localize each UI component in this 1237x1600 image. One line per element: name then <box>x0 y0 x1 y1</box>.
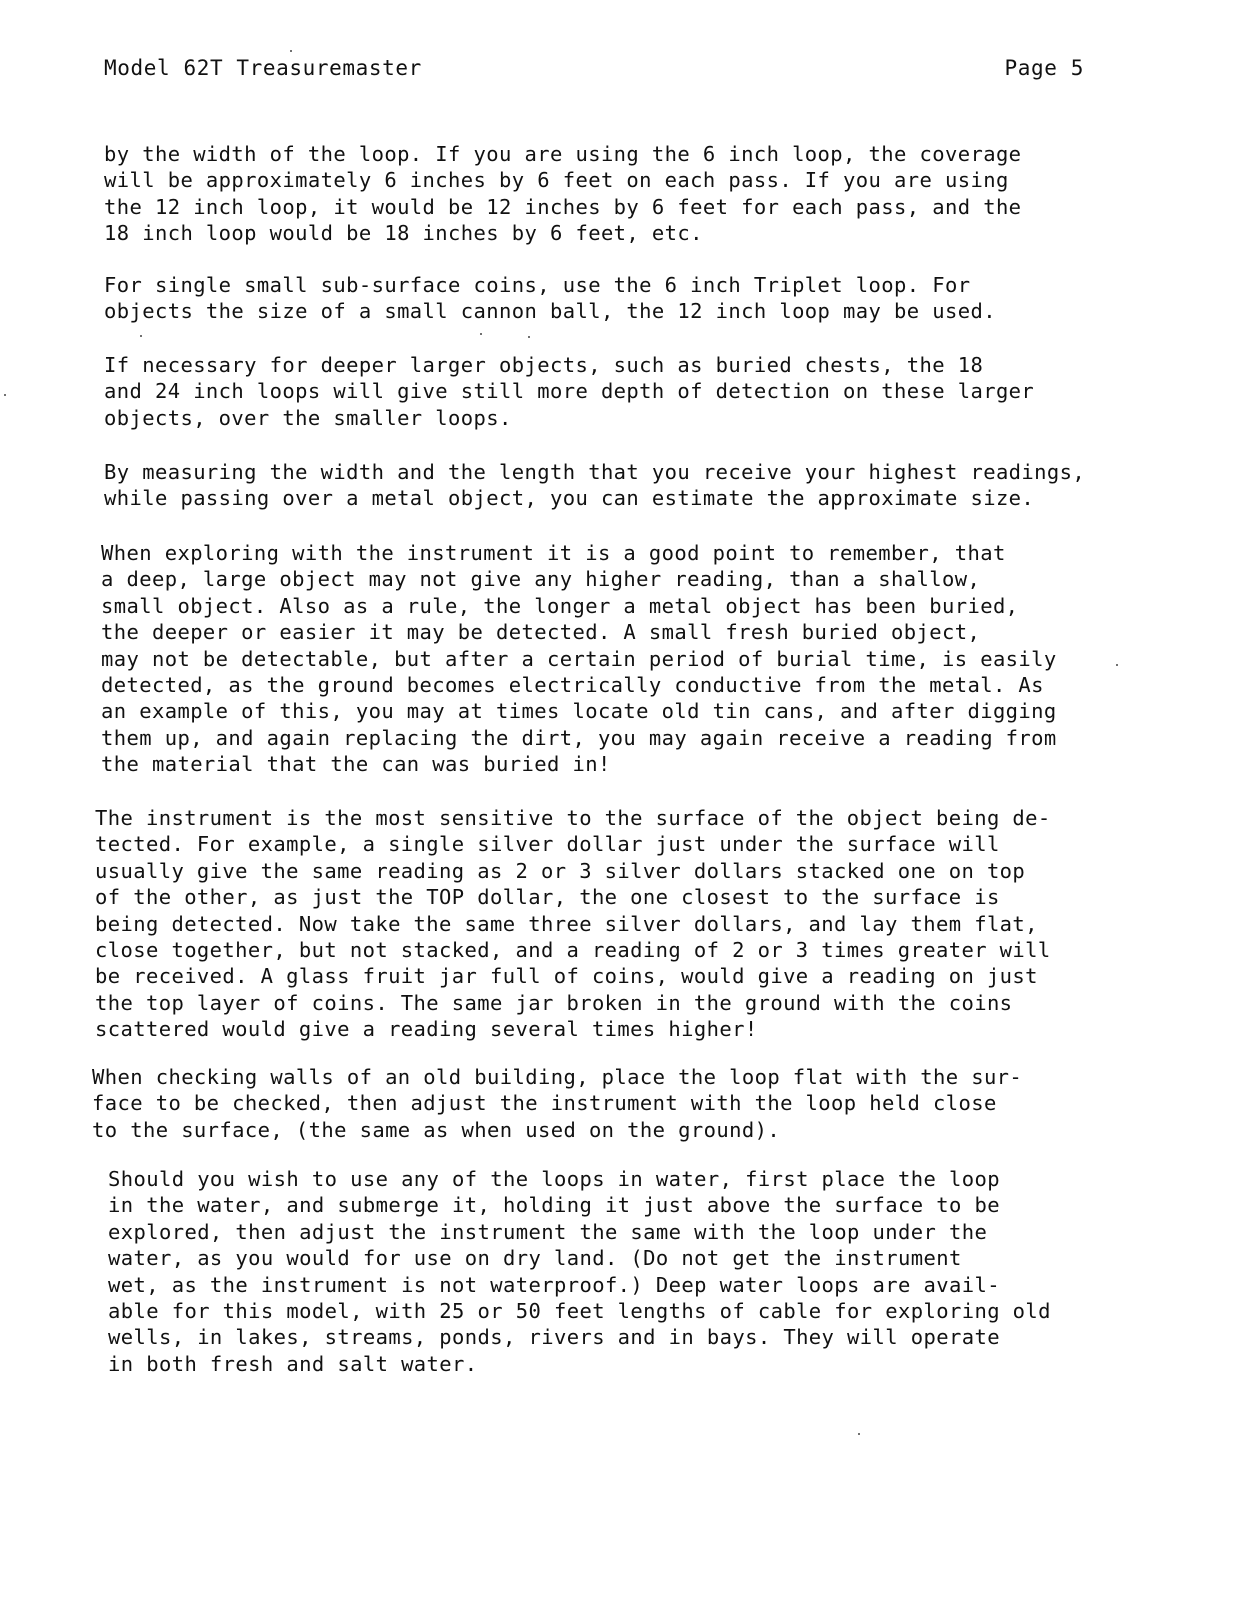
page-number: Page 5 <box>1004 56 1084 80</box>
paragraph-larger-objects: If necessary for deeper larger objects, such as buried chests, the 18 and 24 inch loops will give still more depth of detection on these larger objects, over the smaller loops. <box>104 353 1035 430</box>
scan-speck <box>528 336 530 338</box>
document-title: Model 62T Treasuremaster <box>104 56 422 80</box>
paragraph-water-use: Should you wish to use any of the loops in water, first place the loop in the water, and submerge it, holding it just above the surface to be explored, then adjust the instrument the same with the loop under the water, as you would for use on dry land. (Do not get the instrument wet, as the instrument is not waterproof.) Deep water loops are avail- able for this model, with 25 or 50 feet lengths of cable for exploring old wells, in lakes, streams, ponds, rivers and in bays. They will operate in both fresh and salt water. <box>108 1167 1051 1376</box>
paragraph-checking-walls: When checking walls of an old building, place the loop flat with the sur- face to be checked, then adjust the instrument with the loop held close to the surface, (the same as when used on the ground). <box>92 1065 1023 1142</box>
scan-speck <box>1116 664 1118 666</box>
scan-speck <box>290 50 292 52</box>
scan-speck <box>858 1433 860 1435</box>
scan-speck <box>480 333 482 335</box>
paragraph-estimate-size: By measuring the width and the length that you receive your highest readings, while passing over a metal object, you can estimate the approximate size. <box>104 460 1086 511</box>
scan-speck <box>4 394 6 396</box>
paragraph-exploring-tips: When exploring with the instrument it is a good point to remember, that a deep, large object may not give any higher reading, than a shallow, small object. Also as a rule, the longer a metal object has been buried, the deeper or easier it may be detected. A small fresh buried object, may not be detectable, but after a certain period of burial time, is easily detected, as the ground becomes electrically conductive from the metal. As an example of this, you may at times locate old tin cans, and after digging them up, and again replacing the dirt, you may again receive a reading from the material that the can was buried in! <box>101 541 1057 777</box>
scan-speck <box>140 335 142 337</box>
paragraph-surface-sensitivity: The instrument is the most sensitive to the surface of the object being de- tected. For example, a single silver dollar just under the surface will usually give the same reading as 2 or 3 silver dollars stacked one on top of the other, as just the TOP dollar, the one closest to the surface is being detected. Now take the same three silver dollars, and lay them flat, close together, but not stacked, and a reading of 2 or 3 times greater will be received. A glass fruit jar full of coins, would give a reading on just the top layer of coins. The same jar broken in the ground with the coins scattered would give a reading several times higher! <box>95 806 1051 1042</box>
paragraph-loop-coverage: by the width of the loop. If you are using the 6 inch loop, the coverage will be approximately 6 inches by 6 feet on each pass. If you are using the 12 inch loop, it would be 12 inches by 6 feet for each pass, and the 18 inch loop would be 18 inches by 6 feet, etc. <box>104 142 1022 246</box>
page-header <box>104 56 1084 88</box>
paragraph-small-coins: For single small sub-surface coins, use the 6 inch Triplet loop. For objects the size of a small cannon ball, the 12 inch loop may be used. <box>104 273 996 324</box>
